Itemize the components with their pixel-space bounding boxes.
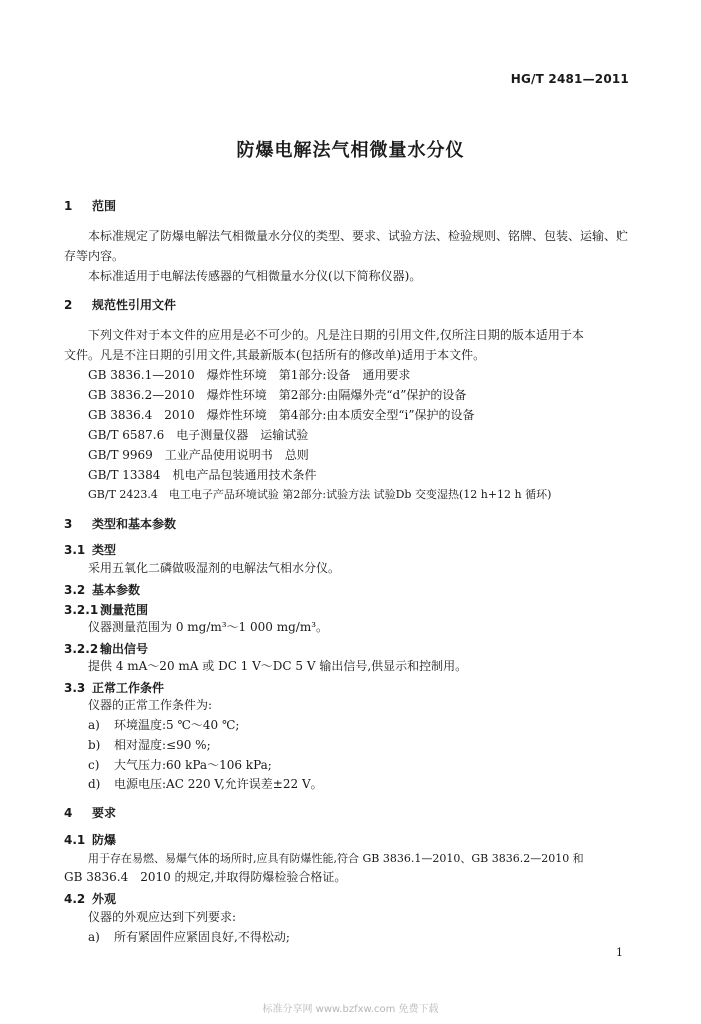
subsection-title: 防爆 — [92, 833, 117, 847]
list-item-text: 所有紧固件应紧固良好,不得松动; — [114, 930, 290, 944]
subsection-title: 测量范围 — [100, 603, 149, 617]
page-number: 1 — [616, 946, 623, 959]
subsection-number: 4.1 — [64, 833, 86, 847]
list-item-text: 环境温度:5 ℃～40 ℃; — [114, 718, 240, 732]
list-item — [88, 758, 272, 772]
paragraph-line: 存等内容。 — [64, 249, 125, 263]
list-item-label: d) — [88, 777, 101, 791]
list-item — [88, 718, 239, 732]
section-number: 2 — [64, 298, 73, 312]
list-item-label: b) — [88, 738, 101, 752]
subsection-title: 正常工作条件 — [92, 681, 165, 695]
standard-code: HG/T 2481—2011 — [510, 72, 629, 86]
subsection-title: 输出信号 — [100, 642, 149, 656]
section-1-heading — [64, 197, 116, 214]
reference-item: GB/T 9969 工业产品使用说明书 总则 — [88, 448, 309, 462]
paragraph-line: 仪器的外观应达到下列要求: — [88, 910, 237, 924]
paragraph-line: GB 3836.4 2010 的规定,并取得防爆检验合格证。 — [64, 870, 347, 884]
section-3-heading — [64, 515, 176, 532]
list-item-text: 电源电压:AC 220 V,允许误差±22 V。 — [114, 777, 323, 791]
subsection-title: 基本参数 — [92, 583, 141, 597]
paragraph-line: 文件。凡是不注日期的引用文件,其最新版本(包括所有的修改单)适用于本文件。 — [64, 348, 486, 362]
list-item — [88, 777, 323, 791]
footer-watermark: 标准分享网 www.bzfxw.com 免费下载 — [262, 1004, 439, 1015]
list-item-text: 大气压力:60 kPa～106 kPa; — [114, 758, 272, 772]
subsection-3-3-heading — [64, 679, 164, 696]
section-number: 3 — [64, 517, 73, 531]
paragraph-line: 本标准规定了防爆电解法气相微量水分仪的类型、要求、试验方法、检验规则、铭牌、包装、运输、贮 — [88, 229, 629, 243]
subsection-3-2-2-heading — [64, 640, 148, 657]
subsection-number: 3.1 — [64, 543, 86, 557]
list-item-label: a) — [88, 718, 100, 732]
paragraph-line: 采用五氧化二磷做吸湿剂的电解法气相水分仪。 — [88, 561, 341, 575]
subsection-number: 3.3 — [64, 681, 86, 695]
subsection-3-2-1-heading — [64, 601, 148, 618]
list-item — [88, 738, 211, 752]
section-4-heading — [64, 804, 116, 821]
subsection-number: 4.2 — [64, 892, 86, 906]
section-number: 1 — [64, 199, 73, 213]
paragraph-line: 下列文件对于本文件的应用是必不可少的。凡是注日期的引用文件,仅所注日期的版本适用于本 — [88, 328, 584, 342]
section-number: 4 — [64, 806, 73, 820]
document-title: 防爆电解法气相微量水分仪 — [236, 140, 465, 161]
paragraph-line: 用于存在易燃、易爆气体的场所时,应具有防爆性能,符合 GB 3836.1—2010、GB 3836.2—2010 和 — [88, 852, 584, 865]
paragraph-line: 提供 4 mA～20 mA 或 DC 1 V～DC 5 V 输出信号,供显示和控制用。 — [88, 659, 468, 673]
paragraph-line: 本标准适用于电解法传感器的气相微量水分仪(以下简称仪器)。 — [88, 269, 422, 283]
reference-item: GB 3836.2—2010 爆炸性环境 第2部分:由隔爆外壳“d”保护的设备 — [88, 388, 467, 402]
list-item-text: 相对湿度:≤90 %; — [114, 738, 211, 752]
section-2-heading — [64, 296, 176, 313]
reference-item: GB/T 6587.6 电子测量仪器 运输试验 — [88, 428, 309, 442]
subsection-title: 外观 — [92, 892, 117, 906]
subsection-3-1-heading — [64, 541, 116, 558]
reference-item: GB/T 2423.4 电工电子产品环境试验 第2部分:试验方法 试验Db 交变湿热(12 h+12 h 循环) — [88, 488, 552, 501]
section-title: 类型和基本参数 — [92, 517, 177, 531]
subsection-number: 3.2.2 — [64, 642, 99, 656]
subsection-3-2-heading — [64, 581, 140, 598]
list-item-label: a) — [88, 930, 100, 944]
list-item-label: c) — [88, 758, 100, 772]
subsection-title: 类型 — [92, 543, 117, 557]
paragraph-line: 仪器测量范围为 0 mg/m³～1 000 mg/m³。 — [88, 620, 329, 634]
section-title: 范围 — [92, 199, 117, 213]
reference-item: GB/T 13384 机电产品包装通用技术条件 — [88, 468, 317, 482]
list-item — [88, 930, 290, 944]
reference-item: GB 3836.1—2010 爆炸性环境 第1部分:设备 通用要求 — [88, 368, 411, 382]
paragraph-line: 仪器的正常工作条件为: — [88, 698, 213, 712]
reference-item: GB 3836.4 2010 爆炸性环境 第4部分:由本质安全型“i”保护的设备 — [88, 408, 475, 422]
subsection-number: 3.2 — [64, 583, 86, 597]
subsection-4-1-heading — [64, 831, 116, 848]
subsection-number: 3.2.1 — [64, 603, 99, 617]
section-title: 规范性引用文件 — [92, 298, 177, 312]
subsection-4-2-heading — [64, 890, 116, 907]
section-title: 要求 — [92, 806, 117, 820]
